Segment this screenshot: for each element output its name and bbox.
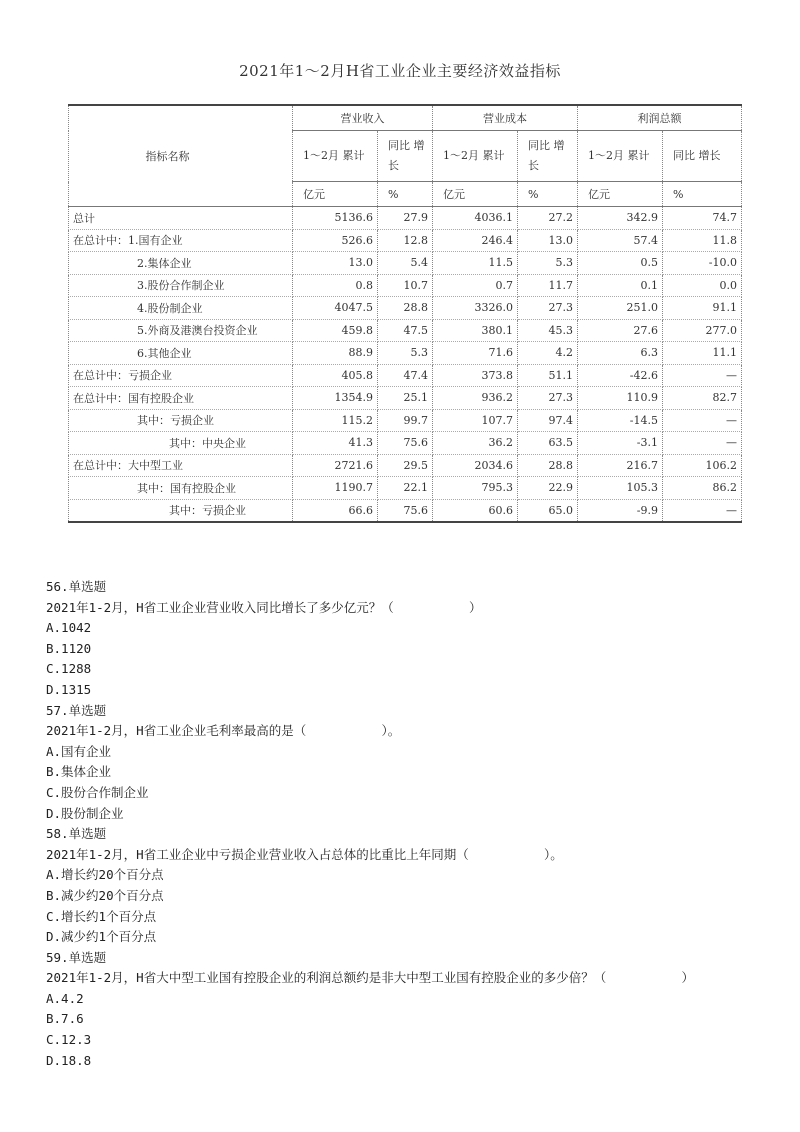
cell: 5.4: [378, 252, 433, 275]
table-row: [69, 477, 742, 500]
cell: 373.8: [433, 364, 518, 387]
cell: 28.8: [378, 297, 433, 320]
row-label: 在总计中：亏损企业: [69, 364, 293, 387]
cell: 11.1: [663, 342, 742, 365]
cell: 88.9: [293, 342, 378, 365]
cell: 63.5: [518, 432, 578, 455]
cell: 3326.0: [433, 297, 518, 320]
option: D.18.8: [46, 1052, 92, 1068]
cell: 216.7: [578, 454, 663, 477]
row-label: 5.外商及港澳台投资企业: [69, 319, 293, 342]
cell: 75.6: [378, 499, 433, 522]
cell: 277.0: [663, 319, 742, 342]
cell: 11.7: [518, 274, 578, 297]
row-label: 在总计中：1.国有企业: [69, 229, 293, 252]
table-row: [69, 252, 742, 275]
cell: 795.3: [433, 477, 518, 500]
option: D.股份制企业: [46, 805, 124, 821]
sub-header-cumulative: 1～2月 累计: [293, 131, 378, 182]
cell: —: [663, 409, 742, 432]
cell: -9.9: [578, 499, 663, 522]
option: C.12.3: [46, 1032, 92, 1048]
cell: 27.2: [518, 207, 578, 230]
cell: 51.1: [518, 364, 578, 387]
cell: 5136.6: [293, 207, 378, 230]
cell: 380.1: [433, 319, 518, 342]
cell: 2034.6: [433, 454, 518, 477]
cell: -3.1: [578, 432, 663, 455]
row-label: 在总计中：国有控股企业: [69, 387, 293, 410]
cell: 4.2: [518, 342, 578, 365]
cell: 5.3: [378, 342, 433, 365]
table-row: [69, 229, 742, 252]
cell: 459.8: [293, 319, 378, 342]
cell: —: [663, 432, 742, 455]
cell: 65.0: [518, 499, 578, 522]
cell: 97.4: [518, 409, 578, 432]
table-row: [69, 409, 742, 432]
cell: 5.3: [518, 252, 578, 275]
cell: 45.3: [518, 319, 578, 342]
cell: 6.3: [578, 342, 663, 365]
question-stem: 2021年1-2月，H省工业企业中亏损企业营业收入占总体的比重比上年同期（ ）。: [46, 846, 563, 862]
row-label: 其中：亏损企业: [69, 409, 293, 432]
cell: 106.2: [663, 454, 742, 477]
cell: 27.9: [378, 207, 433, 230]
cell: 246.4: [433, 229, 518, 252]
cell: 82.7: [663, 387, 742, 410]
cell: 115.2: [293, 409, 378, 432]
row-label: 其中：国有控股企业: [69, 477, 293, 500]
option: A.国有企业: [46, 743, 112, 759]
question-stem: 2021年1-2月，H省工业企业营业收入同比增长了多少亿元？（ ）: [46, 599, 482, 615]
row-label: 3.股份合作制企业: [69, 274, 293, 297]
table-row: [69, 454, 742, 477]
question-number: 57.单选题: [46, 702, 107, 718]
cell: 86.2: [663, 477, 742, 500]
option: D.减少约1个百分点: [46, 929, 157, 945]
table-row: [69, 387, 742, 410]
sub-header-yoy: 同比 增长: [378, 131, 433, 182]
table-row: [69, 319, 742, 342]
cell: 1190.7: [293, 477, 378, 500]
cell: 60.6: [433, 499, 518, 522]
table-row: [69, 499, 742, 522]
cell: 13.0: [293, 252, 378, 275]
sub-header-yoy: 同比 增长: [518, 131, 578, 182]
cell: 936.2: [433, 387, 518, 410]
option: B.减少约20个百分点: [46, 887, 164, 903]
row-label: 其中：中央企业: [69, 432, 293, 455]
cell: 110.9: [578, 387, 663, 410]
cell: 0.1: [578, 274, 663, 297]
unit-pct: %: [378, 182, 433, 207]
row-label: 2.集体企业: [69, 252, 293, 275]
cell: -14.5: [578, 409, 663, 432]
cell: 0.8: [293, 274, 378, 297]
cell: 36.2: [433, 432, 518, 455]
sub-header-cumulative: 1～2月 累计: [433, 131, 518, 182]
cell: 99.7: [378, 409, 433, 432]
cell: 342.9: [578, 207, 663, 230]
cell: 66.6: [293, 499, 378, 522]
table-row: [69, 342, 742, 365]
row-label: 4.股份制企业: [69, 297, 293, 320]
option: D.1315: [46, 681, 92, 697]
option: C.增长约1个百分点: [46, 908, 157, 924]
row-label: 6.其他企业: [69, 342, 293, 365]
cell: 2721.6: [293, 454, 378, 477]
cell: 27.3: [518, 387, 578, 410]
cell: -10.0: [663, 252, 742, 275]
group-header-revenue: 营业收入: [293, 105, 433, 131]
cell: 47.5: [378, 319, 433, 342]
cell: 4047.5: [293, 297, 378, 320]
table-row: [69, 432, 742, 455]
cell: 27.3: [518, 297, 578, 320]
cell: -42.6: [578, 364, 663, 387]
option: B.1120: [46, 640, 92, 656]
question-number: 56.单选题: [46, 579, 107, 594]
table-row: [69, 207, 742, 230]
question-list: [46, 577, 766, 1071]
economic-indicators-table: [68, 104, 742, 523]
cell: 28.8: [518, 454, 578, 477]
cell: 74.7: [663, 207, 742, 230]
unit-yi: 亿元: [578, 182, 663, 207]
row-label: 总计: [69, 207, 293, 230]
cell: 405.8: [293, 364, 378, 387]
cell: 71.6: [433, 342, 518, 365]
table-row: [69, 364, 742, 387]
question-stem: 2021年1-2月，H省大中型工业国有控股企业的利润总额约是非大中型工业国有控股企业的多少倍？（ ）: [46, 970, 694, 986]
question-stem: 2021年1-2月，H省工业企业毛利率最高的是（ ）。: [46, 723, 401, 739]
option: B.7.6: [46, 1011, 84, 1027]
cell: 107.7: [433, 409, 518, 432]
group-header-cost: 营业成本: [433, 105, 578, 131]
question-number: 58.单选题: [46, 826, 107, 842]
cell: 22.9: [518, 477, 578, 500]
cell: 4036.1: [433, 207, 518, 230]
unit-yi: 亿元: [433, 182, 518, 207]
cell: 10.7: [378, 274, 433, 297]
unit-pct: %: [663, 182, 742, 207]
question-number: 59.单选题: [46, 949, 107, 965]
cell: 75.6: [378, 432, 433, 455]
option: B.集体企业: [46, 764, 112, 780]
cell: 29.5: [378, 454, 433, 477]
option: A.4.2: [46, 990, 84, 1006]
table-row: [69, 297, 742, 320]
indicator-header: 指标名称: [69, 105, 293, 207]
table-title: 2021年1～2月H省工业企业主要经济效益指标: [239, 62, 561, 80]
option: C.1288: [46, 661, 92, 677]
table-row: [69, 274, 742, 297]
cell: 1354.9: [293, 387, 378, 410]
sub-header-cumulative: 1～2月 累计: [578, 131, 663, 182]
cell: 25.1: [378, 387, 433, 410]
cell: 47.4: [378, 364, 433, 387]
cell: 11.8: [663, 229, 742, 252]
unit-yi: 亿元: [293, 182, 378, 207]
option: A.增长约20个百分点: [46, 867, 164, 883]
cell: 526.6: [293, 229, 378, 252]
cell: 91.1: [663, 297, 742, 320]
unit-pct: %: [518, 182, 578, 207]
row-label: 其中：亏损企业: [69, 499, 293, 522]
cell: 11.5: [433, 252, 518, 275]
option: C.股份合作制企业: [46, 784, 149, 800]
option: A.1042: [46, 620, 92, 636]
cell: 13.0: [518, 229, 578, 252]
cell: 0.5: [578, 252, 663, 275]
group-header-profit: 利润总额: [578, 105, 742, 131]
cell: 22.1: [378, 477, 433, 500]
cell: 105.3: [578, 477, 663, 500]
cell: 251.0: [578, 297, 663, 320]
cell: 12.8: [378, 229, 433, 252]
cell: 57.4: [578, 229, 663, 252]
cell: —: [663, 499, 742, 522]
cell: 0.0: [663, 274, 742, 297]
cell: 0.7: [433, 274, 518, 297]
cell: 27.6: [578, 319, 663, 342]
cell: 41.3: [293, 432, 378, 455]
row-label: 在总计中：大中型工业: [69, 454, 293, 477]
cell: —: [663, 364, 742, 387]
sub-header-yoy: 同比 增长: [663, 131, 742, 182]
